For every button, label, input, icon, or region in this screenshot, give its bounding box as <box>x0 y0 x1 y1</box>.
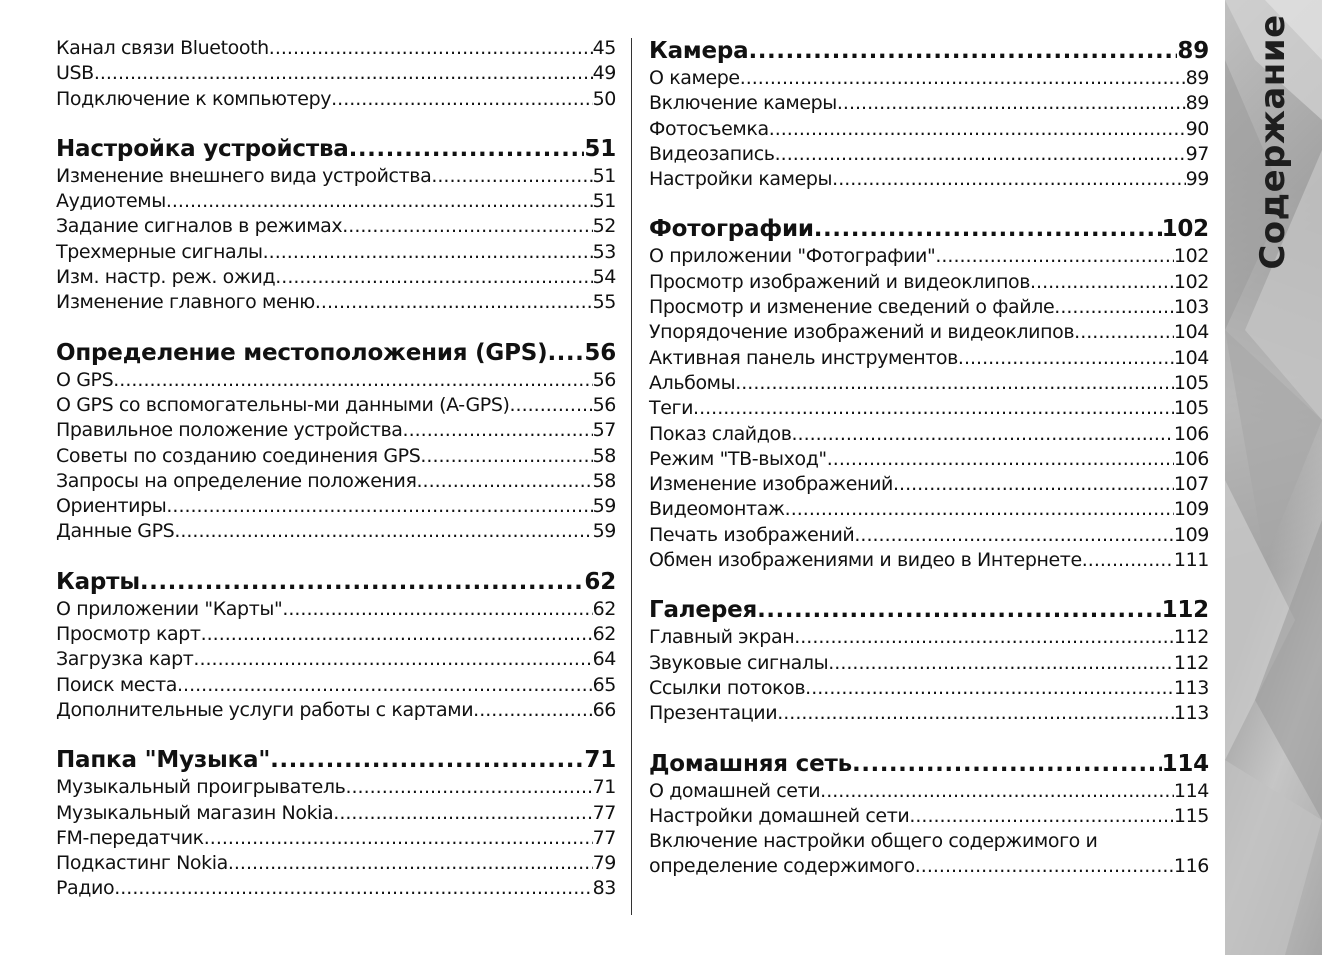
dot-leader <box>417 469 593 494</box>
dot-leader <box>166 494 592 519</box>
toc-entry[interactable] <box>649 804 1209 829</box>
page-number: 109 <box>1173 498 1209 521</box>
section-title: Настройка устройства <box>56 135 349 162</box>
dot-leader <box>775 142 1186 167</box>
dot-leader <box>757 595 1162 625</box>
dot-leader <box>832 167 1185 192</box>
dot-leader <box>1082 548 1174 573</box>
toc-entry[interactable] <box>56 647 616 672</box>
dot-leader <box>315 290 593 315</box>
entry-title: Изменение главного меню <box>56 291 315 314</box>
toc-section-heading[interactable] <box>649 749 1209 779</box>
entry-title: Запросы на определение положения <box>56 469 417 492</box>
page-number: 62 <box>592 597 616 620</box>
toc-entry[interactable] <box>649 497 1209 522</box>
entry-title: Включение настройки общего содержимого и <box>649 830 1098 853</box>
toc-section <box>649 595 1209 726</box>
dot-leader <box>177 673 593 698</box>
toc-section <box>56 338 616 545</box>
page-number: 51 <box>584 135 616 162</box>
dot-leader <box>814 214 1162 244</box>
toc-entry[interactable] <box>56 87 616 112</box>
dot-leader <box>263 240 593 265</box>
toc-section <box>649 36 1209 192</box>
dot-leader <box>431 164 592 189</box>
entry-title: Изменение внешнего вида устройства <box>56 164 432 187</box>
entry-title: Печать изображений <box>649 523 855 546</box>
entry-title: Режим "ТВ-выход" <box>649 447 827 470</box>
dot-leader <box>174 519 592 544</box>
toc-entry[interactable] <box>649 244 1209 269</box>
entry-title: FM-передатчик <box>56 826 204 849</box>
page-number: 62 <box>592 623 616 646</box>
toc-entry[interactable] <box>56 214 616 239</box>
section-title: Домашняя сеть <box>649 750 852 777</box>
entry-title: Главный экран <box>649 626 795 649</box>
page-number: 109 <box>1173 523 1209 546</box>
page-number: 97 <box>1185 142 1209 165</box>
toc-entry[interactable] <box>649 371 1209 396</box>
toc-entry[interactable] <box>56 36 616 61</box>
dot-leader <box>270 745 584 775</box>
page-number: 116 <box>1173 855 1209 878</box>
dot-leader <box>275 265 592 290</box>
page-number: 102 <box>1173 270 1209 293</box>
toc-entry[interactable] <box>56 876 616 901</box>
toc-section-heading[interactable] <box>649 214 1209 244</box>
page-number: 55 <box>592 291 616 314</box>
page-number: 112 <box>1173 626 1209 649</box>
entry-title: Настройки камеры <box>649 168 833 191</box>
toc-section-heading[interactable] <box>649 36 1209 66</box>
dot-leader <box>735 371 1174 396</box>
dot-leader <box>114 876 592 901</box>
dot-leader <box>204 826 593 851</box>
dot-leader <box>693 396 1174 421</box>
entry-title: Показ слайдов <box>649 422 792 445</box>
dot-leader <box>794 625 1174 650</box>
entry-title: Трехмерные сигналы <box>56 240 263 263</box>
page-number: 50 <box>592 87 616 110</box>
page-number: 106 <box>1173 422 1209 445</box>
entry-title: Обмен изображениями и видео в Интернете <box>649 549 1082 572</box>
entry-title: Дополнительные услуги работы с картами <box>56 698 474 721</box>
toc-entry[interactable] <box>649 91 1209 116</box>
toc-entry[interactable] <box>649 701 1209 726</box>
toc-entry[interactable] <box>56 494 616 519</box>
page-number: 90 <box>1185 117 1209 140</box>
page-number: 49 <box>592 62 616 85</box>
dot-leader <box>510 393 593 418</box>
toc-entry[interactable] <box>649 422 1209 447</box>
dot-leader <box>193 647 592 672</box>
dot-leader <box>282 597 592 622</box>
toc-entry[interactable] <box>56 519 616 544</box>
page-number: 104 <box>1173 321 1209 344</box>
toc-entry[interactable] <box>649 651 1209 676</box>
entry-title: Видеомонтаж <box>649 498 785 521</box>
page-number: 52 <box>592 215 616 238</box>
dot-leader <box>403 418 593 443</box>
page-number: 58 <box>592 469 616 492</box>
entry-title: Просмотр карт <box>56 623 201 646</box>
dot-leader <box>342 214 592 239</box>
toc-entry[interactable] <box>56 393 616 418</box>
toc-entry[interactable] <box>56 801 616 826</box>
page-number: 89 <box>1177 38 1209 64</box>
dot-leader <box>792 422 1174 447</box>
entry-title: Звуковые сигналы <box>649 651 829 674</box>
entry-title: Просмотр и изменение сведений о файле <box>649 296 1055 319</box>
dot-leader <box>915 854 1174 879</box>
toc-entry[interactable] <box>56 597 616 622</box>
entry-title: О GPS <box>56 368 114 391</box>
toc-entry[interactable] <box>649 854 1209 879</box>
dot-leader <box>1074 320 1174 345</box>
page-number: 56 <box>584 339 616 366</box>
entry-title: Видеозапись <box>649 142 775 165</box>
dot-leader <box>420 444 592 469</box>
dot-leader <box>935 244 1174 269</box>
sidebar-title: Содержание <box>1253 14 1293 270</box>
toc-entry[interactable] <box>56 164 616 189</box>
page-number: 62 <box>584 568 616 595</box>
toc-entry[interactable] <box>649 625 1209 650</box>
dot-leader <box>837 91 1186 116</box>
toc-entry[interactable] <box>649 396 1209 421</box>
entry-title: Включение камеры <box>649 92 837 115</box>
dot-leader <box>228 851 593 876</box>
dot-leader <box>94 61 593 86</box>
page-number: 59 <box>592 520 616 543</box>
toc-entry[interactable] <box>56 622 616 647</box>
entry-title: Подключение к компьютеру <box>56 87 332 110</box>
page-number: 113 <box>1173 676 1209 699</box>
entry-title: Презентации <box>649 702 778 725</box>
toc-entry[interactable] <box>649 295 1209 320</box>
entry-title: О приложении "Карты" <box>56 597 283 620</box>
toc-entry[interactable] <box>56 826 616 851</box>
entry-title: Ориентиры <box>56 495 167 518</box>
dot-leader <box>854 523 1174 548</box>
entry-title: Музыкальный проигрыватель <box>56 776 346 799</box>
page-number: 115 <box>1173 804 1209 827</box>
entry-title: Ссылки потоков <box>649 676 806 699</box>
toc-entry[interactable] <box>649 779 1209 804</box>
entry-title: USB <box>56 62 94 85</box>
page-number: 102 <box>1161 216 1209 243</box>
page-number: 64 <box>592 648 616 671</box>
dot-leader <box>777 701 1174 726</box>
dot-leader <box>958 346 1174 371</box>
page-number: 105 <box>1173 397 1209 420</box>
page-number: 113 <box>1173 702 1209 725</box>
page-number: 53 <box>592 240 616 263</box>
page-number: 114 <box>1161 750 1209 777</box>
entry-title: О домашней сети <box>649 779 821 802</box>
toc-column-right <box>649 36 1209 902</box>
page-number: 99 <box>1185 168 1209 191</box>
entry-title: Активная панель инструментов <box>649 346 958 369</box>
toc-entry[interactable] <box>649 142 1209 167</box>
page-number: 112 <box>1173 651 1209 674</box>
toc-entry[interactable] <box>56 240 616 265</box>
entry-title: Задание сигналов в режимах <box>56 215 343 238</box>
page-number: 111 <box>1173 549 1209 572</box>
toc-section <box>649 214 1209 573</box>
page-number: 89 <box>1185 92 1209 115</box>
entry-title: Поиск места <box>56 673 178 696</box>
toc-entry[interactable] <box>56 189 616 214</box>
toc-section <box>56 134 616 316</box>
dot-leader <box>269 36 593 61</box>
page-number: 59 <box>592 495 616 518</box>
toc-entry[interactable] <box>649 117 1209 142</box>
page-number: 104 <box>1173 346 1209 369</box>
toc-entry[interactable] <box>56 368 616 393</box>
entry-title: Теги <box>649 397 694 420</box>
dot-leader <box>1030 270 1174 295</box>
page-number: 107 <box>1173 473 1209 496</box>
entry-title: Аудиотемы <box>56 190 166 213</box>
page-number: 106 <box>1173 447 1209 470</box>
toc-entry[interactable] <box>56 469 616 494</box>
toc-entry[interactable] <box>56 265 616 290</box>
section-title: Определение местоположения (GPS) <box>56 339 548 366</box>
entry-title: Изм. настр. реж. ожид <box>56 266 276 289</box>
entry-title: Радио <box>56 877 115 900</box>
sidebar <box>1225 0 1322 955</box>
page-number: 57 <box>592 419 616 442</box>
entry-title: Просмотр изображений и видеоклипов <box>649 270 1031 293</box>
dot-leader <box>828 651 1174 676</box>
entry-title: Альбомы <box>649 371 736 394</box>
entry-title: О приложении "Фотографии" <box>649 245 936 268</box>
entry-title: Фотосъемка <box>649 117 769 140</box>
entry-title: определение содержимого <box>649 855 915 878</box>
dot-leader <box>740 66 1186 91</box>
toc-section-heading[interactable] <box>56 338 616 368</box>
section-title: Папка "Музыка" <box>56 747 271 774</box>
toc-entry[interactable] <box>56 673 616 698</box>
toc-section-heading[interactable] <box>56 745 616 775</box>
dot-leader <box>852 749 1162 779</box>
toc-section <box>56 36 616 112</box>
section-title: Карты <box>56 568 140 595</box>
toc-column-left <box>56 36 616 924</box>
toc-entry[interactable] <box>649 829 1209 854</box>
toc-entry[interactable] <box>56 851 616 876</box>
entry-title: Канал связи Bluetooth <box>56 37 269 59</box>
toc-entry[interactable] <box>56 61 616 86</box>
dot-leader <box>113 368 592 393</box>
toc-section-heading[interactable] <box>56 567 616 597</box>
section-title: Галерея <box>649 597 758 624</box>
toc-entry[interactable] <box>56 698 616 723</box>
dot-leader <box>909 804 1174 829</box>
page-number: 77 <box>592 826 616 849</box>
page-number: 79 <box>592 852 616 875</box>
entry-title: Упорядочение изображений и видеоклипов <box>649 321 1075 344</box>
dot-leader <box>805 676 1174 701</box>
entry-title: Правильное положение устройства <box>56 419 403 442</box>
entry-title: Загрузка карт <box>56 648 194 671</box>
toc-entry[interactable] <box>649 167 1209 192</box>
dot-leader <box>473 698 592 723</box>
dot-leader <box>785 497 1174 522</box>
section-title: Фотографии <box>649 216 814 243</box>
entry-title: Подкастинг Nokia <box>56 852 228 875</box>
toc-entry[interactable] <box>56 418 616 443</box>
page-number: 114 <box>1173 779 1209 802</box>
toc-entry[interactable] <box>649 523 1209 548</box>
page-number: 65 <box>592 673 616 696</box>
entry-title: О камере <box>649 67 740 89</box>
page-number: 105 <box>1173 371 1209 394</box>
entry-title: Данные GPS <box>56 520 175 543</box>
toc-section-heading[interactable] <box>649 595 1209 625</box>
page-number: 112 <box>1161 597 1209 624</box>
dot-leader <box>345 775 592 800</box>
page-number: 89 <box>1185 67 1209 89</box>
page-number: 58 <box>592 444 616 467</box>
page-number: 51 <box>592 164 616 187</box>
page-number: 102 <box>1173 245 1209 268</box>
toc-entry[interactable] <box>649 346 1209 371</box>
dot-leader <box>547 338 584 368</box>
dot-leader <box>749 36 1178 66</box>
entry-title: Музыкальный магазин Nokia <box>56 801 334 824</box>
page-number: 56 <box>592 393 616 416</box>
section-title: Камера <box>649 38 749 64</box>
toc-section <box>56 567 616 723</box>
page-number: 83 <box>592 877 616 900</box>
page-number: 51 <box>592 190 616 213</box>
toc-entry[interactable] <box>649 472 1209 497</box>
toc-entry[interactable] <box>56 290 616 315</box>
toc-entry[interactable] <box>649 447 1209 472</box>
dot-leader <box>166 189 593 214</box>
toc-entry[interactable] <box>649 66 1209 91</box>
page-number: 71 <box>592 776 616 799</box>
toc-entry[interactable] <box>649 548 1209 573</box>
dot-leader <box>769 117 1186 142</box>
page-number: 56 <box>592 368 616 391</box>
page-number: 45 <box>592 37 616 59</box>
dot-leader <box>201 622 593 647</box>
dot-leader <box>333 801 592 826</box>
dot-leader <box>331 87 593 112</box>
toc-entry[interactable] <box>649 676 1209 701</box>
toc-section-heading[interactable] <box>56 134 616 164</box>
toc-entry[interactable] <box>649 270 1209 295</box>
page-number: 77 <box>592 801 616 824</box>
entry-title: Изменение изображений <box>649 473 893 496</box>
toc-section <box>649 749 1209 880</box>
toc-entry[interactable] <box>56 775 616 800</box>
dot-leader <box>893 472 1174 497</box>
dot-leader <box>140 567 584 597</box>
toc-entry[interactable] <box>56 444 616 469</box>
toc-entry[interactable] <box>649 320 1209 345</box>
dot-leader <box>827 447 1174 472</box>
page-number: 71 <box>584 747 616 774</box>
entry-title: О GPS со вспомогательны-ми данными (A-GPS) <box>56 393 510 416</box>
column-divider <box>631 38 632 915</box>
page-number: 103 <box>1173 296 1209 319</box>
entry-title: Настройки домашней сети <box>649 804 910 827</box>
toc-section <box>56 745 616 901</box>
dot-leader <box>1054 295 1174 320</box>
entry-title: Советы по созданию соединения GPS <box>56 444 421 467</box>
dot-leader <box>349 134 585 164</box>
page-number: 66 <box>592 698 616 721</box>
dot-leader <box>820 779 1174 804</box>
page-number: 54 <box>592 266 616 289</box>
